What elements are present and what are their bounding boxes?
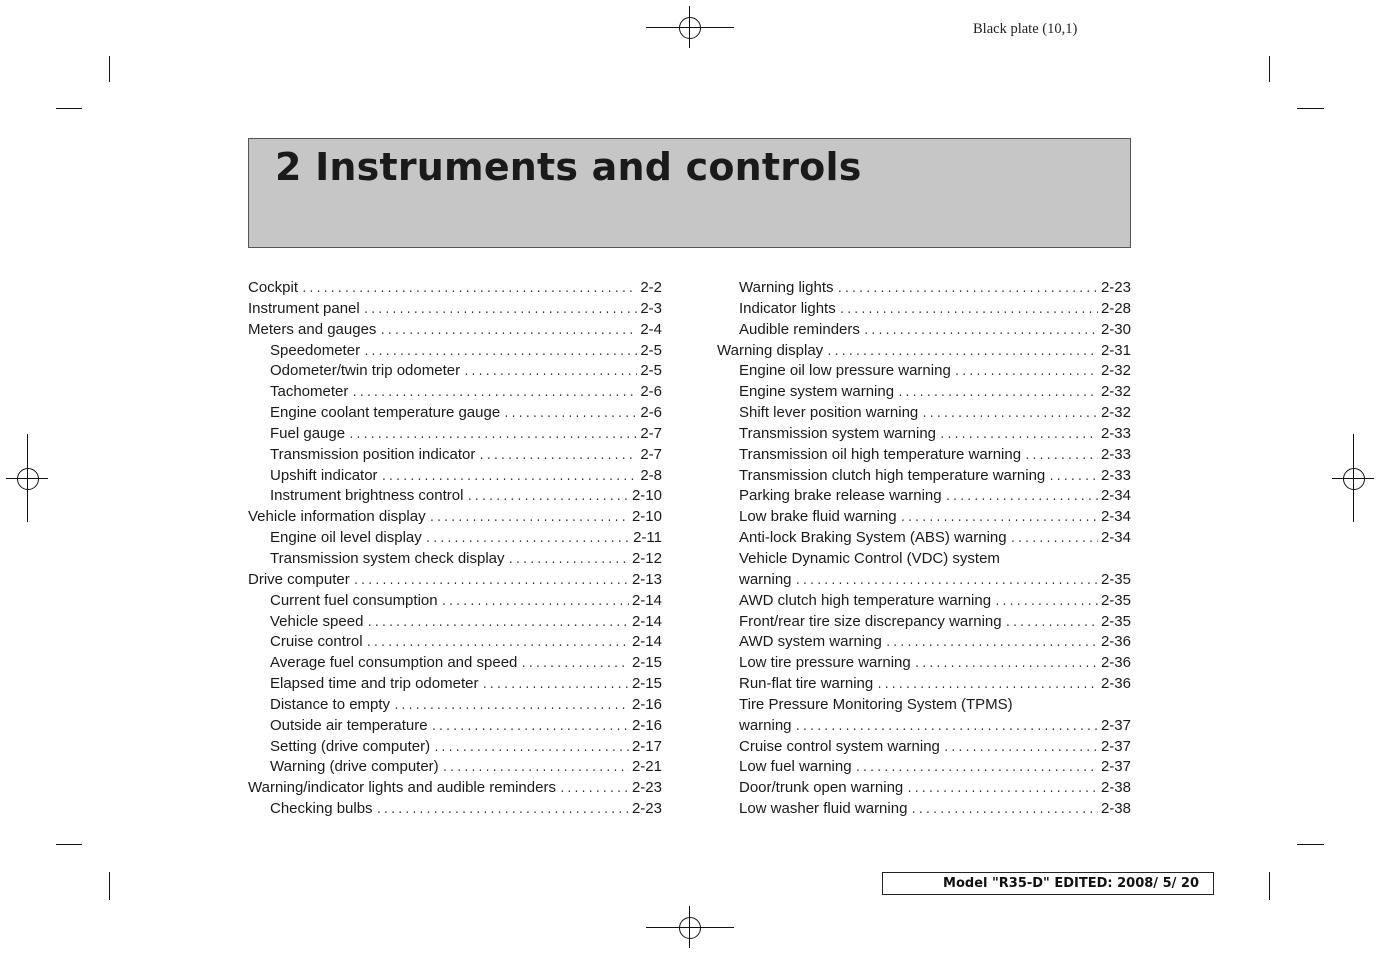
toc-entry[interactable] [717,299,1131,320]
toc-entry-page: 2-34 [1100,508,1131,526]
toc-entry[interactable] [248,695,662,716]
toc-leader-dots [429,509,629,530]
toc-leader-dots [351,384,637,405]
toc-entry-page: 2-14 [631,591,662,609]
toc-entry-label: Cruise control system warning [739,737,940,755]
toc-entry-label: Drive computer [248,570,350,588]
toc-entry-label: Transmission system check display [270,549,505,567]
toc-entry-page: 2-21 [631,758,662,776]
toc-entry-label: Transmission position indicator [270,445,476,463]
toc-entry-label: Vehicle Dynamic Control (VDC) system [739,549,1000,567]
toc-leader-dots [885,634,1098,655]
toc-entry-label: Upshift indicator [270,466,378,484]
toc-entry-label: Shift lever position warning [739,404,919,422]
toc-entry-label: Warning lights [739,279,834,296]
toc-entry-page: 2-36 [1100,654,1131,672]
registration-target-icon [679,917,701,939]
toc-leader-dots [463,363,637,384]
toc-entry-label: Transmission system warning [739,424,936,442]
toc-entry-page: 2-35 [1100,570,1131,588]
toc-entry-page: 2-14 [631,612,662,630]
toc-entry[interactable] [717,799,1131,820]
toc-entry[interactable] [717,591,1131,612]
toc-leader-dots [826,343,1098,364]
toc-entry-page: 2-5 [640,362,662,380]
toc-entry[interactable] [717,778,1131,799]
crop-mark [1269,56,1270,82]
toc-left-column [248,278,662,820]
toc-entry-label: Tachometer [270,383,349,401]
toc-leader-dots [425,530,630,551]
toc-entry-page: 2-16 [631,695,662,713]
toc-entry-page: 2-23 [631,779,662,797]
toc-entry-label: Tire Pressure Monitoring System (TPMS) [739,695,1013,713]
crop-mark [56,108,82,109]
toc-entry-page: 2-17 [631,737,662,755]
toc-leader-dots [1024,447,1098,468]
toc-leader-dots [520,655,629,676]
toc-leader-dots [559,780,629,801]
toc-entry-label: Low washer fluid warning [739,800,908,818]
toc-entry-label: Meters and gauges [248,320,377,338]
toc-entry-label: Odometer/twin trip odometer [270,362,461,380]
toc-entry-label: AWD clutch high temperature warning [739,591,992,609]
toc-entry-label: Speedometer [270,341,361,359]
toc-entry-label: Low brake fluid warning [739,508,897,526]
toc-entry[interactable] [717,653,1131,674]
plate-label: Black plate (10,1) [973,21,1078,37]
toc-entry-page: 2-36 [1100,633,1131,651]
toc-leader-dots [836,280,1097,301]
toc-entry[interactable] [717,382,1131,403]
toc-leader-dots [921,405,1098,426]
toc-entry-page: 2-6 [640,383,662,401]
toc-entry-page: 2-32 [1100,383,1131,401]
toc-entry-label: Warning (drive computer) [270,758,439,776]
toc-entry[interactable] [717,341,1131,362]
toc-entry-page: 2-2 [640,279,662,296]
toc-entry[interactable] [717,549,1131,570]
toc-entry[interactable] [717,361,1131,382]
toc-leader-dots [442,759,629,780]
toc-entry[interactable] [717,403,1131,424]
toc-entry-label: Transmission clutch high temperature warning [739,466,1046,484]
toc-entry[interactable] [717,507,1131,528]
toc-entry[interactable] [248,278,662,299]
toc-entry-page: 2-12 [631,549,662,567]
toc-entry-page: 2-11 [633,529,662,547]
crop-mark [56,844,82,845]
toc-entry-page: 2-7 [640,424,662,442]
toc-entry-page: 2-7 [640,445,662,463]
toc-leader-dots [876,676,1098,697]
toc-entry-label: Elapsed time and trip odometer [270,675,479,693]
toc-entry-label: Transmission oil high temperature warning [739,445,1022,463]
toc-entry-page: 2-6 [640,404,662,422]
toc-entry[interactable] [248,424,662,445]
toc-entry[interactable] [248,341,662,362]
toc-leader-dots [381,468,638,489]
toc-entry-page: 2-3 [640,299,662,317]
toc-entry-page: 2-38 [1100,779,1131,797]
toc-entry-page: 2-16 [631,716,662,734]
registration-target-icon [17,468,39,490]
toc-entry-label: Setting (drive computer) [270,737,431,755]
toc-leader-dots [379,322,637,343]
toc-entry[interactable] [248,403,662,424]
toc-entry[interactable] [248,299,662,320]
toc-entry[interactable] [248,361,662,382]
toc-entry-label: Outside air temperature [270,716,428,734]
toc-entry[interactable] [248,674,662,695]
toc-entry-page: 2-33 [1100,424,1131,442]
toc-leader-dots [900,509,1098,530]
toc-entry-page: 2-8 [640,466,662,484]
toc-leader-dots [301,280,637,301]
crop-mark [1269,872,1270,900]
toc-entry[interactable] [248,320,662,341]
toc-leader-dots [939,426,1098,447]
toc-entry[interactable] [248,778,662,799]
toc-entry-page: 2-33 [1100,466,1131,484]
toc-entry-label: Vehicle information display [248,508,426,526]
toc-entry[interactable] [717,674,1131,695]
toc-entry[interactable] [248,549,662,570]
toc-entry[interactable] [248,737,662,758]
crop-mark [109,872,110,900]
toc-entry-page: 2-30 [1100,320,1131,338]
chapter-title: 2 Instruments and controls [275,145,862,189]
registration-target-icon [679,17,701,39]
toc-entry-page: 2-13 [631,570,662,588]
toc-entry-label: Door/trunk open warning [739,779,904,797]
toc-entry-label: Checking bulbs [270,800,373,818]
toc-entry-page: 2-23 [1100,279,1131,296]
toc-entry-label: Engine oil level display [270,529,422,547]
toc-entry[interactable] [717,632,1131,653]
toc-entry-page: 2-10 [631,508,662,526]
toc-entry-page: 2-35 [1100,591,1131,609]
toc-entry-label: Audible reminders [739,320,860,338]
toc-entry[interactable] [248,445,662,466]
toc-entry-page: 2-31 [1100,341,1131,359]
crop-mark [109,56,110,82]
toc-leader-dots [906,780,1098,801]
toc-entry-page: 2-4 [640,320,662,338]
toc-entry-label: Indicator lights [739,299,836,317]
toc-leader-dots [353,572,629,593]
toc-entry[interactable] [248,570,662,591]
toc-leader-dots [914,655,1098,676]
toc-entry-page: 2-33 [1100,445,1131,463]
toc-entry[interactable] [248,382,662,403]
toc-entry[interactable] [717,695,1131,716]
toc-entry-label: Distance to empty [270,695,391,713]
toc-entry-page: 2-14 [631,633,662,651]
toc-entry[interactable] [717,466,1131,487]
toc-leader-dots [1005,614,1098,635]
toc-entry-page: 2-37 [1100,758,1131,776]
toc-entry-label: Instrument panel [248,299,360,317]
toc-entry[interactable] [248,466,662,487]
toc-leader-dots [363,301,638,322]
toc-entry[interactable] [248,757,662,778]
toc-entry-label: Anti-lock Braking System (ABS) warning [739,529,1007,547]
toc-entry[interactable] [717,737,1131,758]
toc-entry-page: 2-34 [1100,487,1131,505]
toc-leader-dots [433,739,629,760]
toc-entry-page: 2-32 [1100,404,1131,422]
toc-entry[interactable] [248,591,662,612]
toc-entry-label: Engine coolant temperature gauge [270,404,501,422]
toc-entry-label: Average fuel consumption and speed [270,654,518,672]
toc-entry-page: 2-34 [1100,529,1131,547]
toc-leader-dots [366,634,629,655]
toc-leader-dots [478,447,637,468]
toc-leader-dots [441,593,629,614]
registration-target-icon [1343,468,1365,490]
toc-entry-page: 2-10 [631,487,662,505]
toc-entry-label: Low fuel warning [739,758,852,776]
toc-leader-dots [393,697,629,718]
toc-entry-label: Warning/indicator lights and audible reminders [248,779,556,797]
toc-entry-label: Cruise control [270,633,363,651]
toc-entry-label: Warning display [717,341,824,359]
toc-leader-dots [795,572,1098,593]
toc-entry[interactable] [248,507,662,528]
toc-entry[interactable] [248,632,662,653]
toc-entry[interactable] [248,716,662,737]
toc-entry-label: Parking brake release warning [739,487,942,505]
toc-entry-label: warning [739,570,792,588]
toc-right-column [717,278,1131,820]
toc-entry-page: 2-37 [1100,737,1131,755]
toc-entry[interactable] [248,612,662,633]
toc-entry-label: Fuel gauge [270,424,346,442]
toc-leader-dots [466,488,629,509]
crop-mark [1297,108,1324,109]
toc-leader-dots [348,426,637,447]
toc-entry-page: 2-15 [631,675,662,693]
toc-entry-page: 2-5 [640,341,662,359]
toc-entry-label: warning [739,716,792,734]
toc-leader-dots [943,739,1098,760]
toc-leader-dots [508,551,629,572]
footer-model-info: Model "R35-D" EDITED: 2008/ 5/ 20 [882,872,1214,895]
toc-entry[interactable] [717,757,1131,778]
chapter-banner [248,138,1131,248]
toc-entry-label: Cockpit [248,279,299,296]
toc-leader-dots [855,759,1098,780]
toc-leader-dots [839,301,1098,322]
toc-entry-label: Run-flat tire warning [739,675,874,693]
toc-entry-page: 2-15 [631,654,662,672]
toc-entry-page: 2-28 [1100,299,1131,317]
toc-leader-dots [897,384,1098,405]
toc-leader-dots [1010,530,1098,551]
crop-mark [1297,844,1324,845]
toc-entry-label: Low tire pressure warning [739,654,911,672]
toc-leader-dots [366,614,629,635]
toc-entry[interactable] [717,424,1131,445]
toc-entry-label: Current fuel consumption [270,591,438,609]
toc-entry-label: Instrument brightness control [270,487,464,505]
toc-leader-dots [945,488,1098,509]
toc-entry[interactable] [248,528,662,549]
toc-entry[interactable] [717,716,1131,737]
toc-entry-label: Vehicle speed [270,612,364,630]
toc-entry-page: 2-23 [631,800,662,818]
toc-entry[interactable] [717,612,1131,633]
toc-entry-page: 2-37 [1100,716,1131,734]
toc-leader-dots [1048,468,1098,489]
toc-entry-label: Front/rear tire size discrepancy warning [739,612,1002,630]
toc-entry-page: 2-36 [1100,675,1131,693]
toc-entry-page: 2-32 [1100,362,1131,380]
toc-entry[interactable] [248,653,662,674]
toc-entry[interactable] [248,799,662,820]
toc-leader-dots [994,593,1098,614]
toc-leader-dots [910,801,1098,822]
toc-entry[interactable] [717,278,1131,299]
toc-leader-dots [431,718,629,739]
toc-entry[interactable] [717,528,1131,549]
toc-entry[interactable] [717,570,1131,591]
toc-entry[interactable] [717,486,1131,507]
toc-leader-dots [503,405,637,426]
toc-leader-dots [795,718,1098,739]
toc-entry[interactable] [717,445,1131,466]
toc-entry-label: Engine system warning [739,383,895,401]
toc-entry-page: 2-38 [1100,800,1131,818]
toc-entry[interactable] [248,486,662,507]
toc-entry-label: AWD system warning [739,633,882,651]
toc-leader-dots [954,363,1098,384]
toc-entry-page: 2-35 [1100,612,1131,630]
toc-leader-dots [363,343,637,364]
toc-leader-dots [376,801,629,822]
toc-entry-label: Engine oil low pressure warning [739,362,951,380]
toc-leader-dots [481,676,629,697]
toc-leader-dots [863,322,1098,343]
toc-entry[interactable] [717,320,1131,341]
